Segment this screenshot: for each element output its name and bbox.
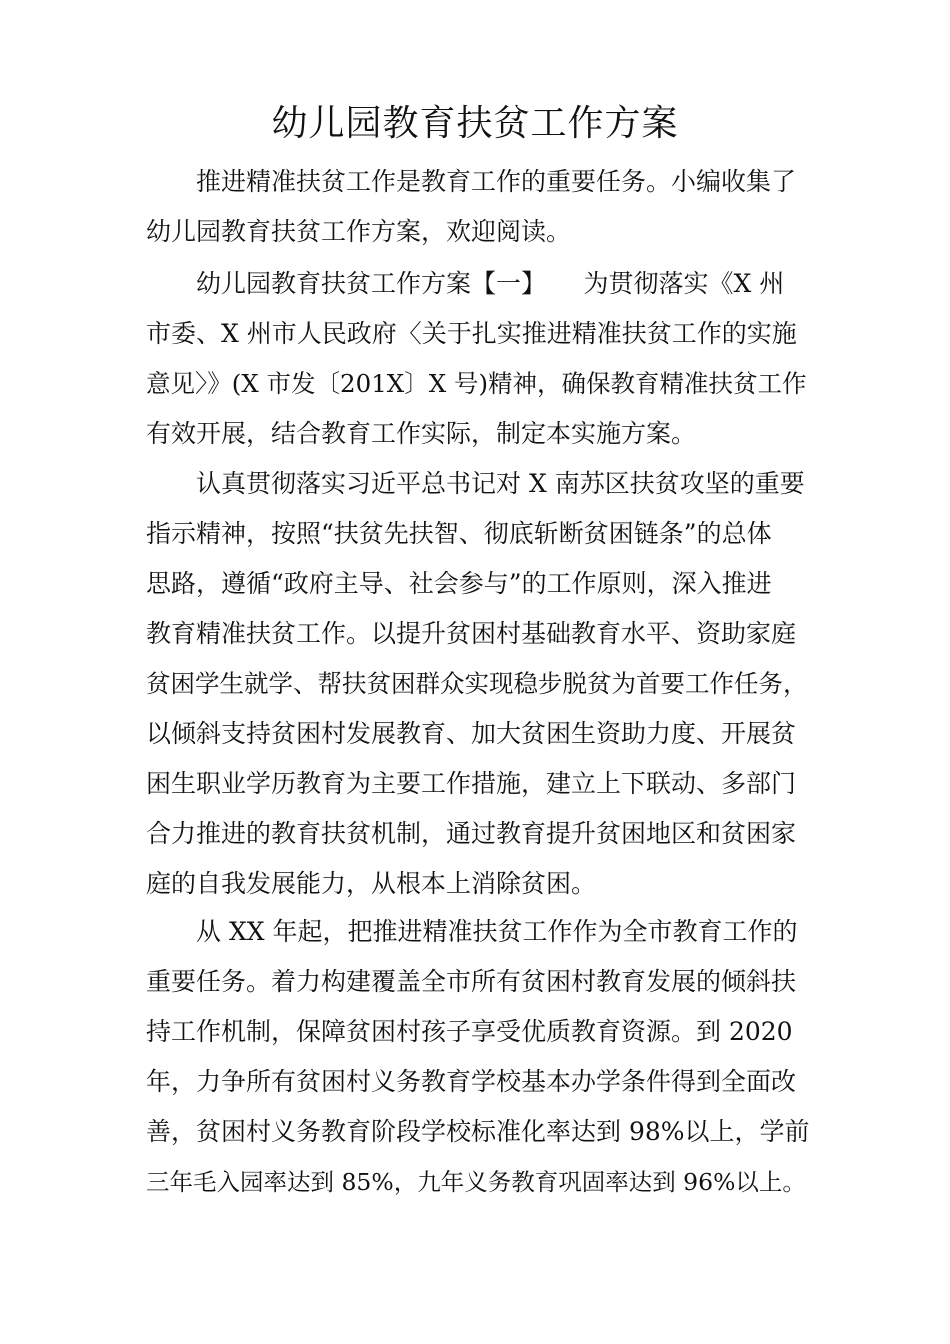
text-line: 认真贯彻落实习近平总书记对 X 南苏区扶贫攻坚的重要 (196, 469, 805, 498)
text-line: 意见〉》(X 市发〔201X〕X 号)精神，确保教育精准扶贫工作 (146, 369, 807, 398)
text-line: 年，力争所有贫困村义务教育学校基本办学条件得到全面改 (146, 1067, 797, 1096)
text-line: 重要任务。着力构建覆盖全市所有贫困村教育发展的倾斜扶 (146, 967, 797, 996)
text-line: 贫困学生就学、帮扶贫困群众实现稳步脱贫为首要工作任务， (146, 669, 808, 698)
text-line: 思路，遵循“政府主导、社会参与”的工作原则，深入推进 (146, 569, 772, 598)
text-line: 幼儿园教育扶贫工作方案【一】 为贯彻落实《X 州 (196, 269, 785, 298)
text-line: 幼儿园教育扶贫工作方案，欢迎阅读。 (146, 217, 572, 246)
text-line: 善，贫困村义务教育阶段学校标准化率达到 98%以上，学前 (146, 1117, 810, 1146)
text-line: 从 XX 年起，把推进精准扶贫工作作为全市教育工作的 (196, 917, 798, 946)
text-line: 三年毛入园率达到 85%，九年义务教育巩固率达到 96%以上。 (146, 1168, 806, 1196)
text-line: 持工作机制，保障贫困村孩子享受优质教育资源。到 2020 (146, 1017, 793, 1046)
text-line: 庭的自我发展能力，从根本上消除贫困。 (146, 869, 597, 898)
document-title: 幼儿园教育扶贫工作方案 (271, 103, 679, 144)
text-line: 合力推进的教育扶贫机制，通过教育提升贫困地区和贫困家 (146, 819, 797, 848)
text-line: 困生职业学历教育为主要工作措施，建立上下联动、多部门 (146, 769, 797, 798)
text-line: 有效开展，结合教育工作实际，制定本实施方案。 (146, 419, 697, 448)
text-line: 指示精神，按照“扶贫先扶智、彻底斩断贫困链条”的总体 (146, 519, 772, 548)
text-line: 市委、X 州市人民政府〈关于扎实推进精准扶贫工作的实施 (146, 319, 797, 348)
text-line: 以倾斜支持贫困村发展教育、加大贫困生资助力度、开展贫 (146, 719, 797, 748)
text-line: 推进精准扶贫工作是教育工作的重要任务。小编收集了 (196, 167, 797, 196)
text-line: 教育精准扶贫工作。以提升贫困村基础教育水平、资助家庭 (146, 619, 797, 648)
